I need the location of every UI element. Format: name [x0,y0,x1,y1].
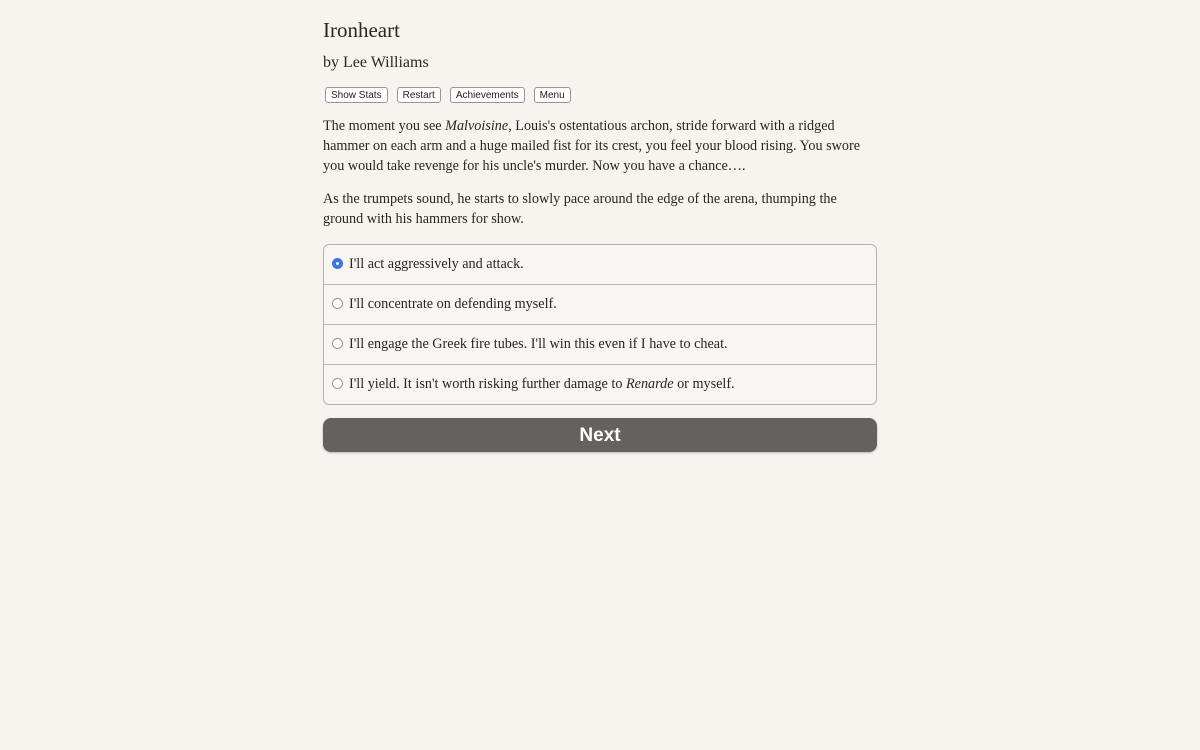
choice-option-attack[interactable] [324,245,876,285]
choice-label [349,374,735,394]
game-title: Ironheart [323,18,400,42]
choice-option-defend[interactable] [324,285,876,325]
choice-option-yield[interactable] [324,365,876,405]
story-paragraph-1 [323,116,877,176]
story-text: , Louis's ostentatious archon, stride forward with a ridged hammer on each arm and a huge mailed fist for its crest, you feel your blood rising. You swore you would take revenge for his uncle's murder. Now you have a chance…. [323,118,861,174]
game-author: by Lee Williams [323,54,429,71]
menu-button[interactable]: Menu [534,87,571,103]
story-paragraph-2: As the trumpets sound, he starts to slowly pace around the edge of the arena, thumping the ground with his hammers for show. [323,191,837,227]
radio-selected-icon[interactable] [332,258,343,269]
choice-text: or myself. [673,376,735,392]
restart-button[interactable]: Restart [397,87,441,103]
choice-label: I'll engage the Greek fire tubes. I'll win this even if I have to cheat. [349,336,728,352]
toolbar [325,87,580,103]
radio-unselected-icon[interactable] [332,298,343,309]
story-text: The moment you see [323,118,446,134]
choice-emphasis: Renarde [625,376,674,392]
radio-unselected-icon[interactable] [332,338,343,349]
next-button[interactable]: Next [323,418,877,452]
radio-unselected-icon[interactable] [332,378,343,389]
achievements-button[interactable]: Achievements [450,87,525,103]
choice-label: I'll concentrate on defending myself. [349,296,557,312]
story-emphasis: Malvoisine [445,118,509,134]
choice-label: I'll act aggressively and attack. [349,256,524,272]
show-stats-button[interactable]: Show Stats [325,87,388,103]
choice-text: I'll yield. It isn't worth risking further damage to [349,376,626,392]
choice-option-greek-fire[interactable] [324,325,876,365]
choice-list [323,244,877,405]
